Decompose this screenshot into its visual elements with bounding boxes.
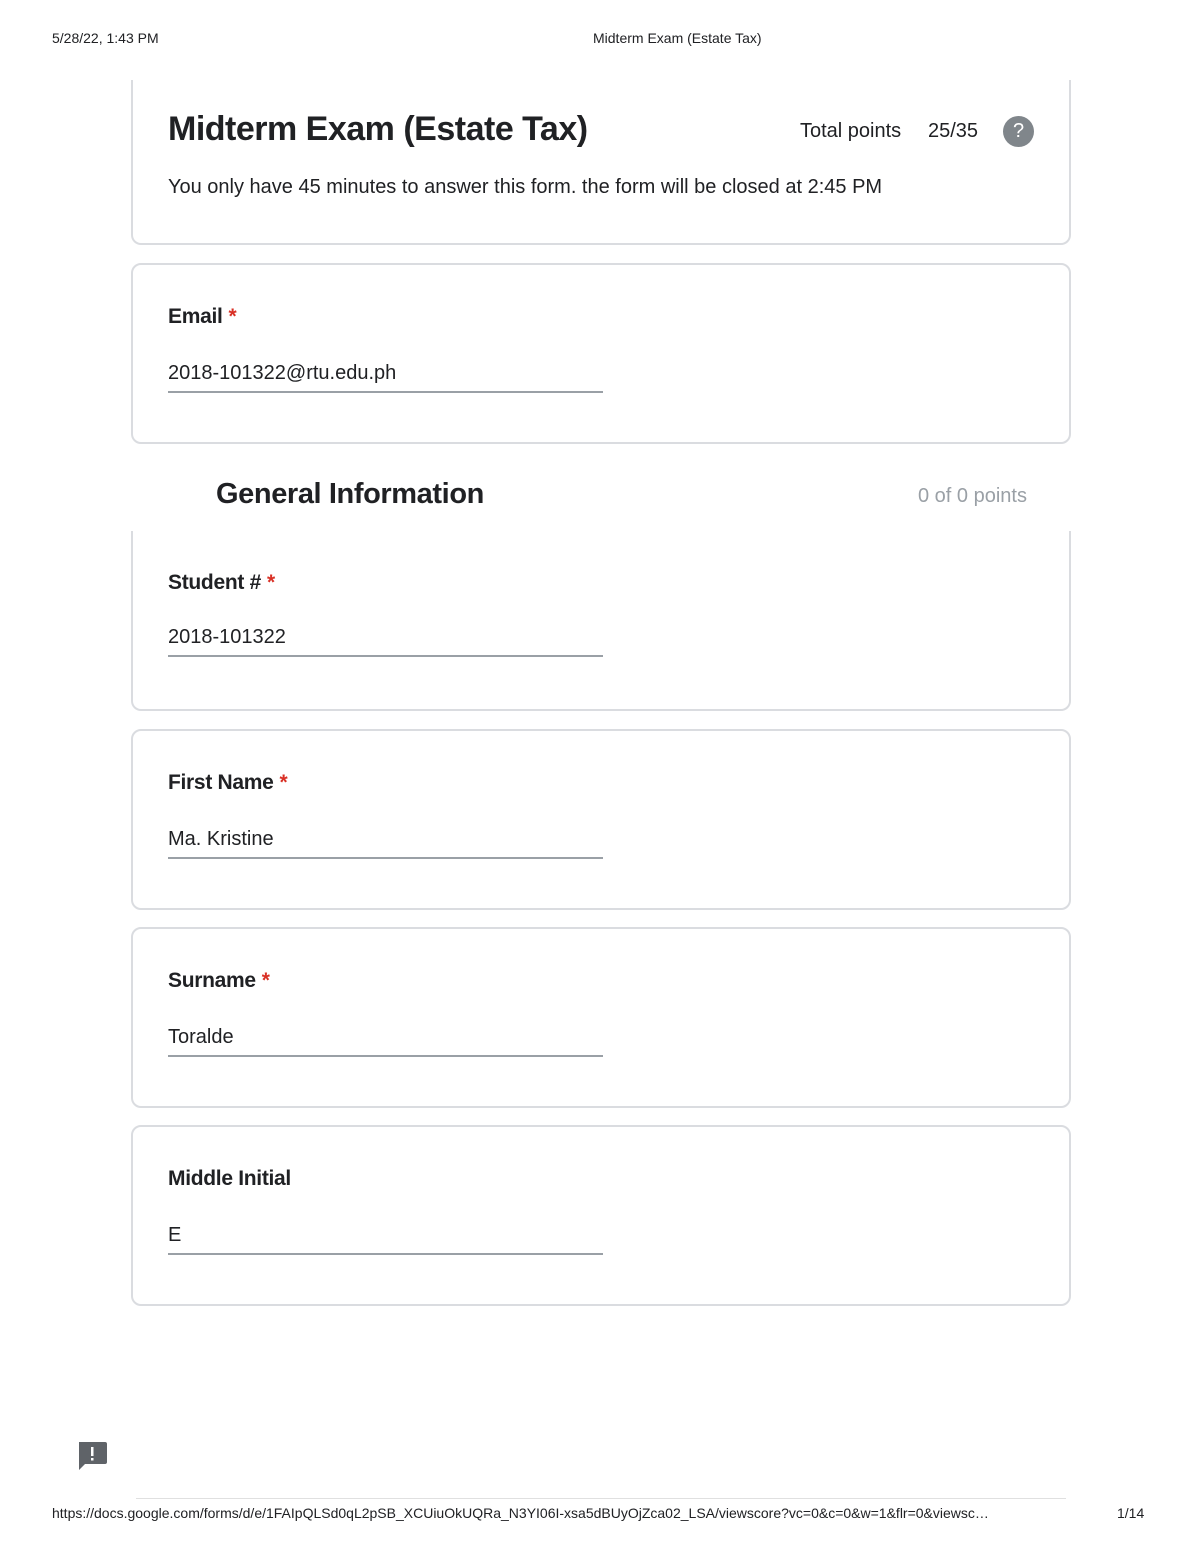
- surname-field: Toralde: [168, 1025, 603, 1057]
- form-description: You only have 45 minutes to answer this form. the form will be closed at 2:45 PM: [168, 176, 883, 198]
- email-label: [168, 305, 236, 329]
- section-points: 0 of 0 points: [918, 485, 1027, 507]
- question-card-first-name: [131, 729, 1071, 910]
- question-label-text: Middle Initial: [168, 1167, 291, 1190]
- total-points-value: 25/35: [928, 120, 979, 142]
- first-name-field: Ma. Kristine: [168, 827, 603, 859]
- question-label: [168, 969, 270, 993]
- footer-url: https://docs.google.com/forms/d/e/1FAIpQLSd0qL2pSB_XCUiuOkUQRa_N3YI06I-xsa5dBUyOjZca02_LSA/viewscore?vc=0&c=0&w=1&flr=0&viewsc…: [52, 1505, 989, 1521]
- question-label: [168, 571, 275, 595]
- question-label-text: Surname: [168, 969, 256, 992]
- required-asterisk: *: [266, 571, 275, 594]
- print-date: 5/28/22, 1:43 PM: [52, 30, 159, 46]
- form-header-card: [131, 80, 1071, 245]
- required-asterisk: *: [279, 771, 288, 794]
- email-field: 2018-101322@rtu.edu.ph: [168, 361, 603, 393]
- required-asterisk: *: [228, 305, 237, 328]
- student-number-field: 2018-101322: [168, 625, 603, 657]
- print-title: Midterm Exam (Estate Tax): [593, 30, 762, 46]
- form-title: Midterm Exam (Estate Tax): [168, 110, 588, 148]
- print-footer: [0, 1505, 1200, 1525]
- footer-divider: [136, 1498, 1066, 1499]
- help-circle-icon[interactable]: ?: [1003, 116, 1034, 147]
- required-asterisk: *: [261, 969, 270, 992]
- print-header: [0, 30, 1200, 50]
- question-label-text: First Name: [168, 771, 274, 794]
- total-points-label: Total points: [800, 120, 902, 142]
- report-feedback-icon[interactable]: [76, 1441, 108, 1471]
- question-card-surname: [131, 927, 1071, 1108]
- question-card-student-number: [131, 531, 1071, 711]
- footer-page-number: 1/14: [1117, 1505, 1145, 1521]
- question-label: [168, 771, 287, 795]
- question-card-middle-initial: [131, 1125, 1071, 1306]
- section-title: General Information: [216, 478, 484, 510]
- middle-initial-field: E: [168, 1223, 603, 1255]
- question-label-text: Student #: [168, 571, 261, 594]
- email-card: [131, 263, 1071, 444]
- question-label: [168, 1167, 297, 1191]
- email-label-text: Email: [168, 305, 223, 328]
